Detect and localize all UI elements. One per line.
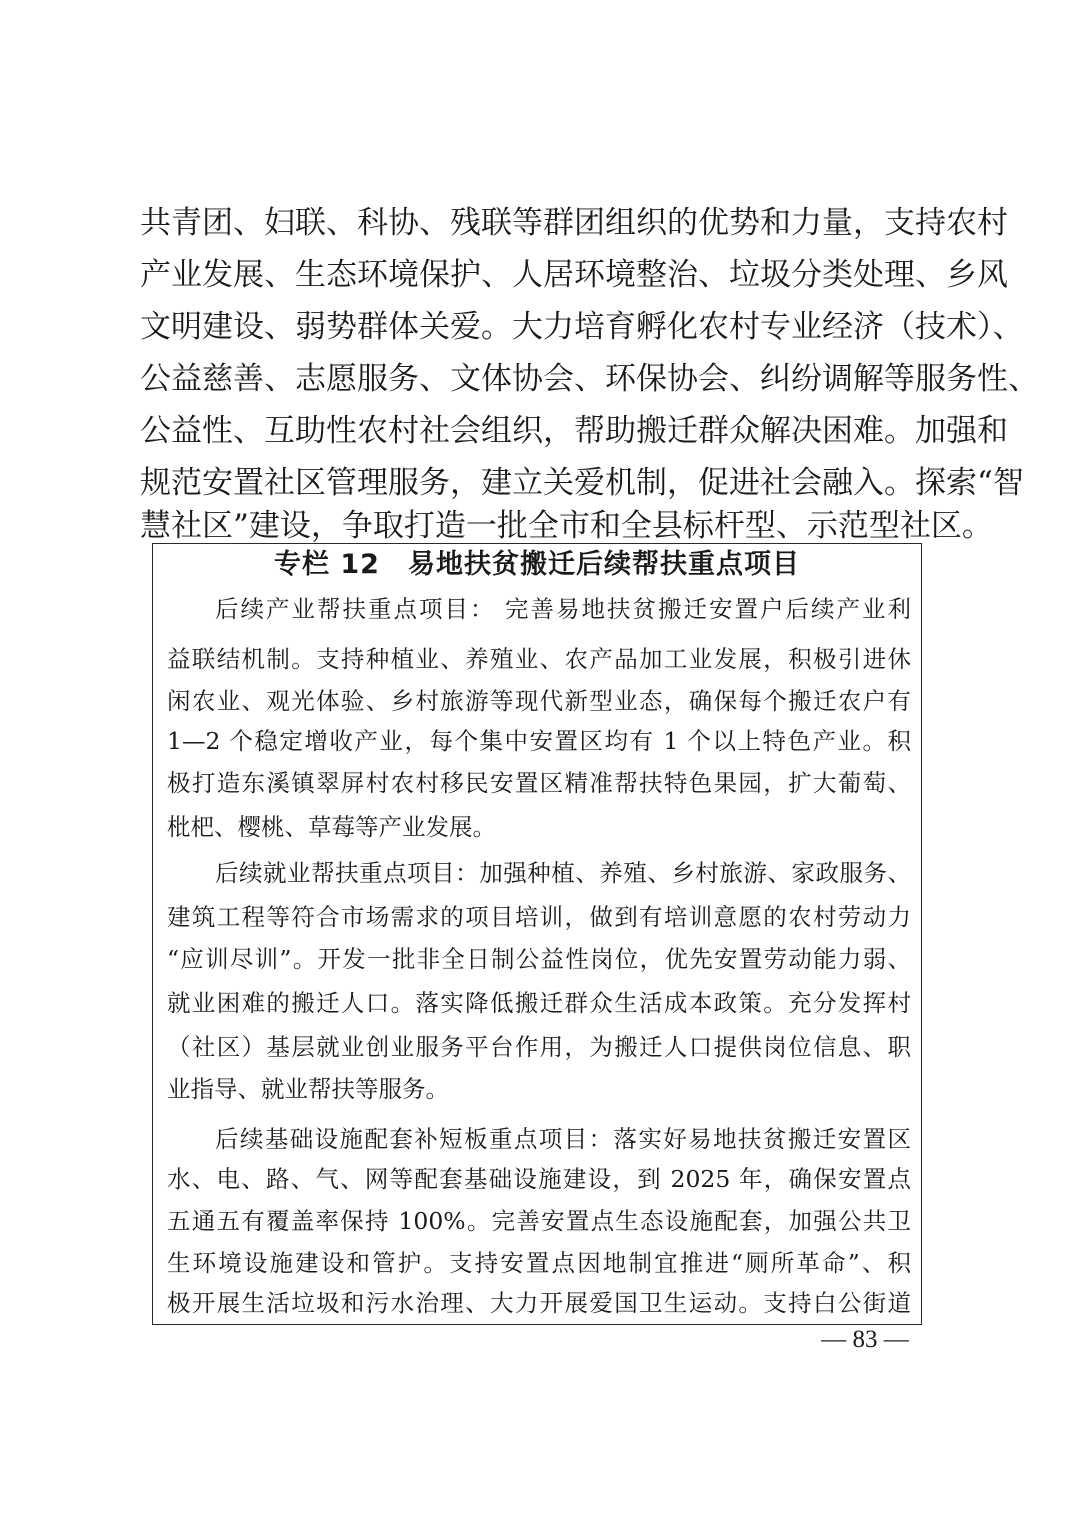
box-line: 就业困难的搬迁人口。落实降低搬迁群众生活成本政策。充分发挥村 [167, 989, 911, 1017]
box-line: 枇杷、樱桃、草莓等产业发展。 [167, 813, 496, 841]
box-line: 后续就业帮扶重点项目：加强种植、养殖、乡村旅游、家政服务、 [215, 859, 911, 887]
body-line: 产业发展、生态环境保护、人居环境整治、垃圾分类处理、乡风 [140, 257, 1008, 293]
box-line: 闲农业、观光体验、乡村旅游等现代新型业态，确保每个搬迁农户有 [167, 687, 911, 715]
body-line: 规范安置社区管理服务，建立关爱机制，促进社会融入。探索“智 [140, 465, 1024, 501]
box-line: 益联结机制。支持种植业、养殖业、农产品加工业发展，积极引进休 [167, 645, 911, 673]
body-line: 公益慈善、志愿服务、文体协会、环保协会、纠纷调解等服务性、 [140, 361, 1039, 397]
box-line: 水、电、路、气、网等配套基础设施建设，到 2025 年，确保安置点 [167, 1165, 911, 1193]
page-number: — 83 — [821, 1326, 909, 1353]
box-line: 1—2 个稳定增收产业，每个集中安置区均有 1 个以上特色产业。积 [167, 727, 911, 755]
body-line: 共青团、妇联、科协、残联等群团组织的优势和力量，支持农村 [140, 205, 1008, 241]
box-line: 五通五有覆盖率保持 100%。完善安置点生态设施配套，加强公共卫 [167, 1207, 911, 1235]
box-line: 后续产业帮扶重点项目： 完善易地扶贫搬迁安置户后续产业利 [215, 595, 911, 623]
box-line: 极开展生活垃圾和污水治理、大力开展爱国卫生运动。支持白公街道 [167, 1289, 911, 1317]
box-line: 后续基础设施配套补短板重点项目：落实好易地扶贫搬迁安置区 [215, 1125, 911, 1153]
box-line: 极打造东溪镇翠屏村农村移民安置区精准帮扶特色果园，扩大葡萄、 [167, 769, 911, 797]
box-line: 生环境设施建设和管护。支持安置点因地制宜推进“厕所革命”、积 [167, 1249, 911, 1277]
box-line: “应训尽训”。开发一批非全日制公益性岗位，优先安置劳动能力弱、 [167, 945, 911, 973]
body-line: 公益性、互助性农村社会组织，帮助搬迁群众解决困难。加强和 [140, 413, 1008, 449]
box-line: 建筑工程等符合市场需求的项目培训，做到有培训意愿的农村劳动力 [167, 903, 911, 931]
box-line: 业指导、就业帮扶等服务。 [167, 1075, 449, 1103]
box-line: （社区）基层就业创业服务平台作用，为搬迁人口提供岗位信息、职 [167, 1033, 911, 1061]
body-line: 慧社区”建设，争取打造一批全市和全县标杆型、示范型社区。 [140, 508, 993, 544]
column-title: 专栏 12 易地扶贫搬迁后续帮扶重点项目 [274, 549, 800, 580]
body-line: 文明建设、弱势群体关爱。大力培育孵化农村专业经济（技术）、 [140, 309, 1024, 345]
